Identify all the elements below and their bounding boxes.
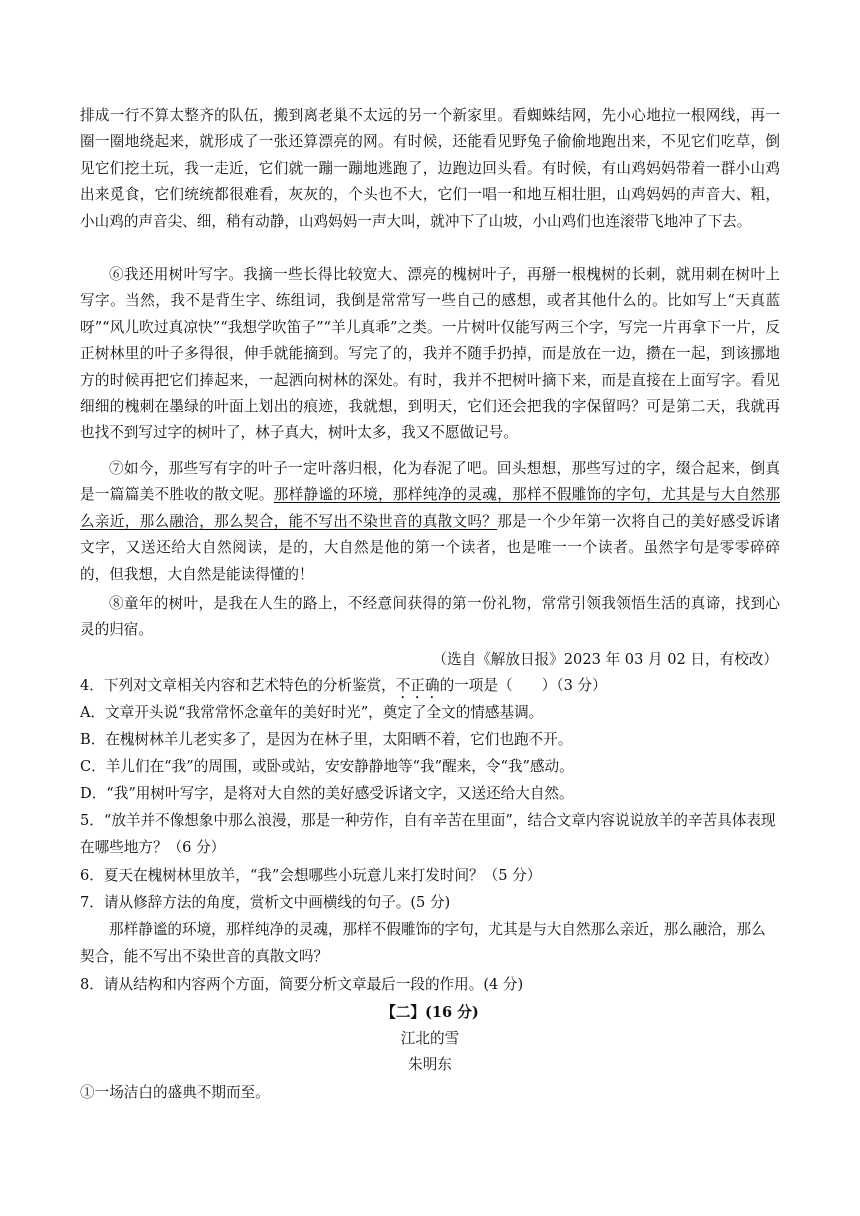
- article-paragraph-1: ①一场洁白的盛典不期而至。: [80, 1084, 270, 1101]
- paragraph-7: [80, 456, 780, 588]
- option-c: C．羊儿们在“我”的周围，或卧或站，安安静静地等“我”醒来，令“我”感动。: [80, 758, 574, 775]
- question-4: [80, 672, 780, 702]
- question-7: 7．请从修辞方法的角度，赏析文中画横线的句子。(5 分): [80, 894, 451, 911]
- question-7-quote: 那样静谧的环境，那样纯净的灵魂，那样不假雕饰的字句，尤其是与大自然那么亲近，那么融洽，那么契合，能不写出不染世音的真散文吗？: [80, 921, 766, 965]
- underlined-sentence: 那样静谧的环境，那样纯净的灵魂，那样不假雕饰的字句，尤其是与大自然那么亲近，那么融洽，那么契合，能不写出不染世音的真散文吗？: [80, 486, 780, 530]
- option-d: D．“我”用树叶写字，是将对大自然的美好感受诉诸文字，又送还给大自然。: [80, 785, 574, 802]
- option-a: A．文章开头说“我常常怀念童年的美好时光”，奠定了全文的情感基调。: [80, 704, 544, 721]
- option-b: B．在槐树林羊儿老实多了，是因为在林子里，太阳晒不着，它们也跑不开。: [80, 731, 573, 748]
- paragraph-8: ⑧童年的树叶，是我在人生的路上，不经意间获得的第一份礼物，常常引领我领悟生活的真谛，找到心灵的归宿。: [80, 595, 780, 639]
- article-author: 朱明东: [408, 1056, 452, 1073]
- paragraph-5-continued: 排成一行不算太整齐的队伍，搬到离老巢不太远的另一个新家里。看蜘蛛结网，先小心地拉一根网线，再一圈一圈地绕起来，就形成了一张还算漂亮的网。有时候，还能看见野兔子偷偷地跑出来，不见它们吃草，倒见它们挖土玩，我一走近，它们就一蹦一蹦地逃跑了，边跑边回头看。有时候，有山鸡妈妈带着一群小山鸡出来觅食，它们统统都很难看，灰灰的，个头也不大，它们一唱一和地互相壮胆，山鸡妈妈的声音大、粗，小山鸡的声音尖、细，稍有动静，山鸡妈妈一声大叫，就冲下了山坡，小山鸡们也连滚带飞地冲了下去。: [80, 107, 780, 230]
- question-4-prefix: 4．下列对文章相关内容和艺术特色的分析鉴赏，: [80, 677, 396, 694]
- article-title: 江北的雪: [400, 1030, 460, 1047]
- source-citation: （选自《解放日报》2023 年 03 月 02 日，有校改）: [432, 651, 778, 668]
- section-heading: 【二】(16 分): [381, 1004, 479, 1021]
- question-8: 8．请从结构和内容两个方面，简要分析文章最后一段的作用。(4 分): [80, 976, 524, 993]
- paragraph-7-text-a: ⑦如今，那些写有字的叶子一定叶落归根，化为春泥了吧。回头想想，那些写过的字，缀合起来，倒真是一篇篇美不胜收的散文呢。: [80, 460, 780, 504]
- paragraph-6: ⑥我还用树叶写字。我摘一些长得比较宽大、漂亮的槐树叶子，再掰一根槐树的长刺，就用刺在树叶上写字。当然，我不是背生字、练组词，我倒是常常写一些自己的感想，或者其他什么的。比如写上“天真蓝呀”“风儿吹过真凉快”“我想学吹笛子”“羊儿真乖”之类。一片树叶仅能写两三个字，写完一片再拿下一片，反正树林里的叶子多得很，伸手就能摘到。写完了的，我并不随手扔掉，而是放在一边，攒在一起，到该挪地方的时候再把它们捧起来，一起洒向树林的深处。有时，我并不把树叶摘下来，而是直接在上面写字。看见细细的槐刺在墨绿的叶面上划出的痕迹，我就想，到明天，它们还会把我的字保留吗？可是第二天，我就再也找不到写过字的树叶了，林子真大，树叶太多，我又不愿做记号。: [80, 266, 780, 442]
- question-4-suffix: 的一项是（ ）（3 分）: [439, 677, 607, 694]
- paragraph-7-text-b: 那是一个少年第一次将自己的美好感受诉诸文字，又送还给大自然阅读，是的，大自然是他的第一个读者，也是唯一一个读者。虽然字句是零零碎碎的，但我想，大自然是能读得懂的！: [80, 512, 780, 583]
- question-5: 5．“放羊并不像想象中那么浪漫，那是一种劳作，自有辛苦在里面”，结合文章内容说说放羊的辛苦具体表现在哪些地方？（6 分）: [80, 812, 776, 856]
- question-6: 6．夏天在槐树林里放羊，“我”会想哪些小玩意儿来打发时间？（5 分）: [80, 867, 542, 884]
- question-4-emphasis: 不正确: [395, 677, 440, 694]
